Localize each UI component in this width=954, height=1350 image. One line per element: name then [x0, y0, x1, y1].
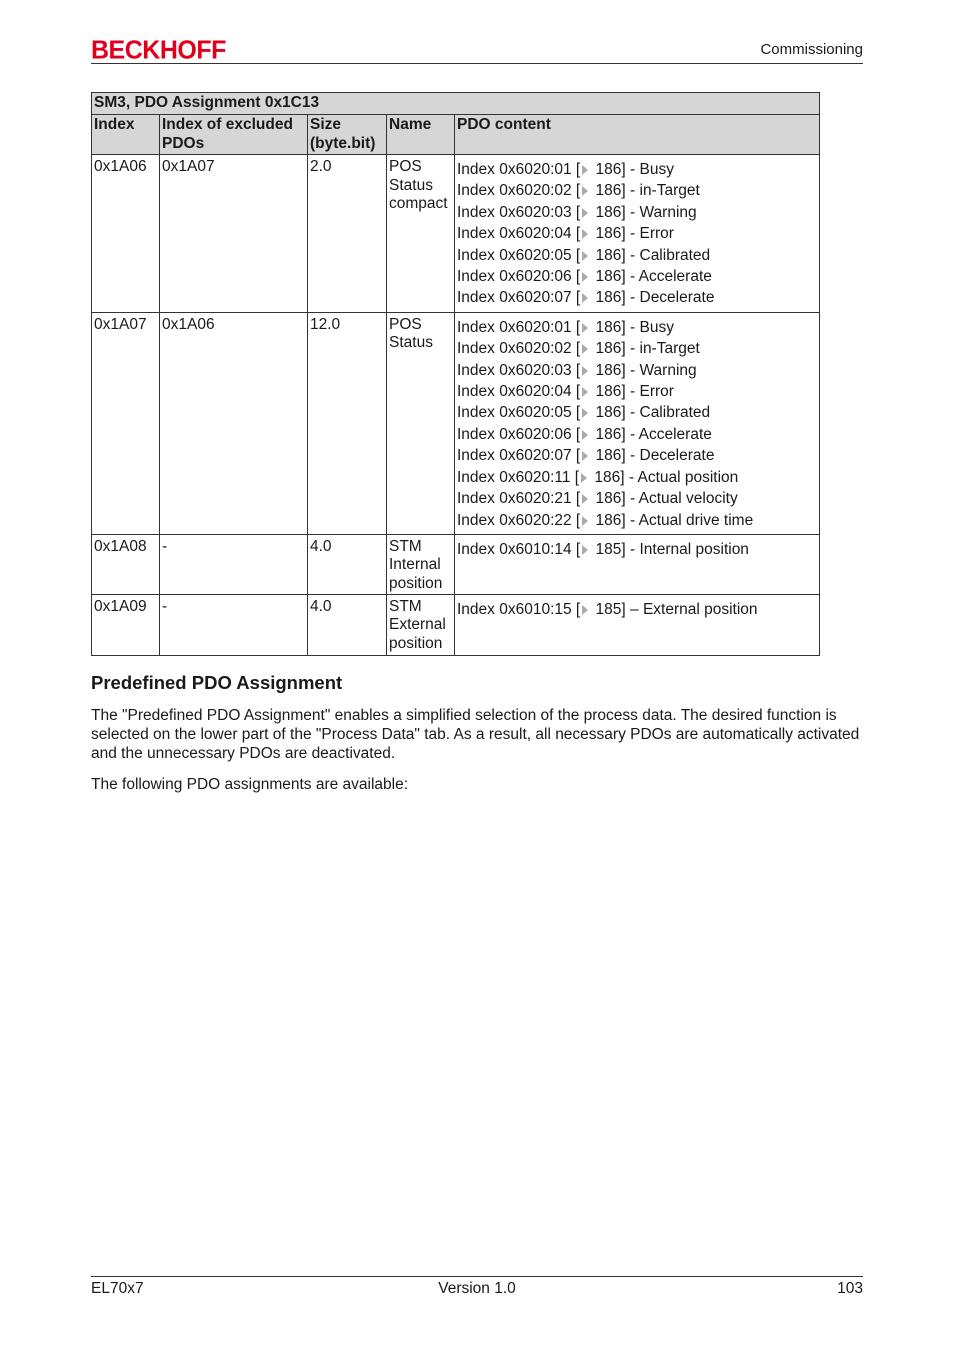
header-divider: [91, 63, 863, 64]
pdo-entry-index: Index 0x6020:03 [: [457, 361, 581, 379]
name-line: STM: [389, 597, 422, 615]
pdo-entry: [457, 317, 817, 338]
pdo-entry-description: 186] - Actual velocity: [591, 490, 738, 508]
name-line: POS: [389, 315, 422, 333]
pdo-entry-index: Index 0x6020:06 [: [457, 268, 581, 286]
pdo-entry: [457, 424, 817, 445]
pdo-entry: [457, 223, 817, 244]
column-header-index: Index: [92, 115, 160, 155]
cell-excluded: -: [160, 594, 308, 655]
beckhoff-logo: BECKHOFF: [91, 35, 226, 65]
cell-size: 2.0: [308, 155, 387, 313]
pdo-entry: [457, 488, 817, 509]
pdo-entry: [457, 159, 817, 180]
page-link-arrow-icon[interactable]: [582, 186, 588, 196]
column-header-name: Name: [387, 115, 455, 155]
cell-size: 4.0: [308, 534, 387, 594]
page-link-arrow-icon[interactable]: [582, 408, 588, 418]
pdo-entry-index: Index 0x6020:04 [: [457, 383, 581, 401]
name-line: position: [389, 634, 443, 652]
chapter-title: Commissioning: [760, 41, 863, 58]
name-line: compact: [389, 195, 448, 212]
pdo-entry-description: 185] – External position: [591, 600, 758, 618]
pdo-entry-index: Index 0x6020:07 [: [457, 447, 581, 465]
cell-size: 4.0: [308, 594, 387, 655]
pdo-entry-index: Index 0x6020:11 [: [457, 468, 580, 486]
pdo-entry-index: Index 0x6020:21 [: [457, 490, 581, 508]
pdo-entry: [457, 539, 817, 560]
page-link-arrow-icon[interactable]: [582, 451, 588, 461]
pdo-entry: [457, 360, 817, 381]
footer-page-number: 103: [837, 1280, 863, 1297]
cell-index: 0x1A06: [92, 155, 160, 313]
pdo-entry-description: 186] - Error: [591, 225, 674, 243]
table-row: [92, 534, 820, 594]
page-link-arrow-icon[interactable]: [582, 494, 588, 504]
cell-name: [387, 534, 455, 594]
column-header-size: Size (byte.bit): [308, 115, 387, 155]
pdo-entry-description: 186] - Warning: [591, 203, 697, 221]
footer-product: EL70x7: [91, 1280, 144, 1297]
column-header-excluded: Index of excluded PDOs: [160, 115, 308, 155]
cell-pdo-content: [455, 312, 820, 534]
page-link-arrow-icon[interactable]: [582, 344, 588, 354]
pdo-entry-index: Index 0x6020:04 [: [457, 225, 581, 243]
pdo-entry-index: Index 0x6020:05 [: [457, 404, 581, 422]
name-line: Status: [389, 176, 433, 194]
page-link-arrow-icon[interactable]: [582, 366, 588, 376]
column-header-content: PDO content: [455, 115, 820, 155]
pdo-entry: [457, 287, 817, 308]
page-link-arrow-icon[interactable]: [582, 430, 588, 440]
pdo-entry: [457, 180, 817, 201]
pdo-entry-description: 186] - Decelerate: [591, 447, 715, 465]
pdo-entry-index: Index 0x6020:02 [: [457, 182, 581, 200]
pdo-entry: [457, 202, 817, 223]
cell-size: 12.0: [308, 312, 387, 534]
pdo-entry-description: 186] - Accelerate: [591, 425, 712, 443]
pdo-entry: [457, 245, 817, 266]
pdo-entry-index: Index 0x6020:05 [: [457, 246, 581, 264]
pdo-entry: [457, 467, 817, 488]
pdo-entry-description: 186] - Actual drive time: [591, 511, 754, 529]
page-link-arrow-icon[interactable]: [582, 293, 588, 303]
pdo-entry-description: 186] - in-Target: [591, 182, 700, 200]
name-line: POS: [389, 158, 422, 175]
pdo-assignment-table: [91, 92, 820, 656]
table-header-row: [92, 115, 820, 155]
cell-name: [387, 312, 455, 534]
name-line: STM: [389, 537, 422, 555]
pdo-entry-description: 186] - in-Target: [591, 340, 700, 358]
pdo-entry-description: 186] - Warning: [591, 361, 697, 379]
cell-pdo-content: [455, 534, 820, 594]
cell-index: 0x1A09: [92, 594, 160, 655]
pdo-entry-description: 186] - Actual position: [590, 468, 739, 486]
page-link-arrow-icon[interactable]: [581, 473, 587, 483]
section-heading: Predefined PDO Assignment: [91, 672, 343, 693]
page-link-arrow-icon[interactable]: [582, 208, 588, 218]
cell-pdo-content: [455, 594, 820, 655]
cell-excluded: -: [160, 534, 308, 594]
pdo-entry-description: 186] - Accelerate: [591, 268, 712, 286]
pdo-entry: [457, 381, 817, 402]
pdo-entry-index: Index 0x6010:14 [: [457, 540, 581, 558]
cell-excluded: 0x1A06: [160, 312, 308, 534]
cell-excluded: 0x1A07: [160, 155, 308, 313]
table-row: [92, 594, 820, 655]
available-paragraph: The following PDO assignments are available:: [91, 776, 409, 793]
pdo-entry-index: Index 0x6020:02 [: [457, 340, 581, 358]
table-caption: SM3, PDO Assignment 0x1C13: [92, 93, 820, 115]
footer-version: Version 1.0: [438, 1280, 516, 1297]
pdo-entry-index: Index 0x6020:06 [: [457, 425, 581, 443]
pdo-entry: [457, 338, 817, 359]
pdo-entry-index: Index 0x6020:01 [: [457, 318, 581, 336]
pdo-entry-index: Index 0x6020:01 [: [457, 161, 581, 178]
name-line: position: [389, 574, 443, 592]
footer-divider: [91, 1276, 863, 1277]
pdo-entry: [457, 510, 817, 531]
page-link-arrow-icon[interactable]: [582, 323, 588, 333]
page-link-arrow-icon[interactable]: [582, 545, 588, 555]
pdo-entry-description: 186] - Busy: [591, 161, 674, 178]
page-link-arrow-icon[interactable]: [582, 251, 588, 261]
cell-index: 0x1A08: [92, 534, 160, 594]
table-caption-row: [92, 93, 820, 115]
name-line: External: [389, 616, 446, 634]
pdo-entry-index: Index 0x6020:22 [: [457, 511, 581, 529]
page-link-arrow-icon[interactable]: [582, 272, 588, 282]
pdo-entry-index: Index 0x6020:03 [: [457, 203, 581, 221]
cell-pdo-content: [455, 155, 820, 313]
table-row: [92, 155, 820, 313]
cell-name: [387, 155, 455, 313]
intro-paragraph: The "Predefined PDO Assignment" enables a simplified selection of the process data. The desired function is selected on the lower part of the "Process Data" tab. As a result, all necessary PDOs are automatically activated and the unnecessary PDOs are deactivated.: [91, 707, 860, 762]
pdo-entry-index: Index 0x6020:07 [: [457, 289, 581, 307]
pdo-entry-description: 185] - Internal position: [591, 540, 749, 558]
name-line: Status: [389, 334, 433, 352]
pdo-entry-description: 186] - Error: [591, 383, 674, 401]
pdo-entry: [457, 402, 817, 423]
pdo-entry-description: 186] - Busy: [591, 318, 674, 336]
page-link-arrow-icon[interactable]: [582, 229, 588, 239]
table-row: [92, 312, 820, 534]
page-link-arrow-icon[interactable]: [582, 387, 588, 397]
pdo-entry-index: Index 0x6010:15 [: [457, 600, 581, 618]
pdo-entry: [457, 445, 817, 466]
name-line: Internal: [389, 556, 441, 574]
cell-index: 0x1A07: [92, 312, 160, 534]
cell-name: [387, 594, 455, 655]
page-link-arrow-icon[interactable]: [582, 605, 588, 615]
pdo-entry: [457, 266, 817, 287]
pdo-entry: [457, 599, 817, 620]
pdo-entry-description: 186] - Calibrated: [591, 404, 711, 422]
pdo-entry-description: 186] - Decelerate: [591, 289, 715, 307]
page-link-arrow-icon[interactable]: [582, 516, 588, 526]
pdo-entry-description: 186] - Calibrated: [591, 246, 711, 264]
page-link-arrow-icon[interactable]: [582, 165, 588, 175]
